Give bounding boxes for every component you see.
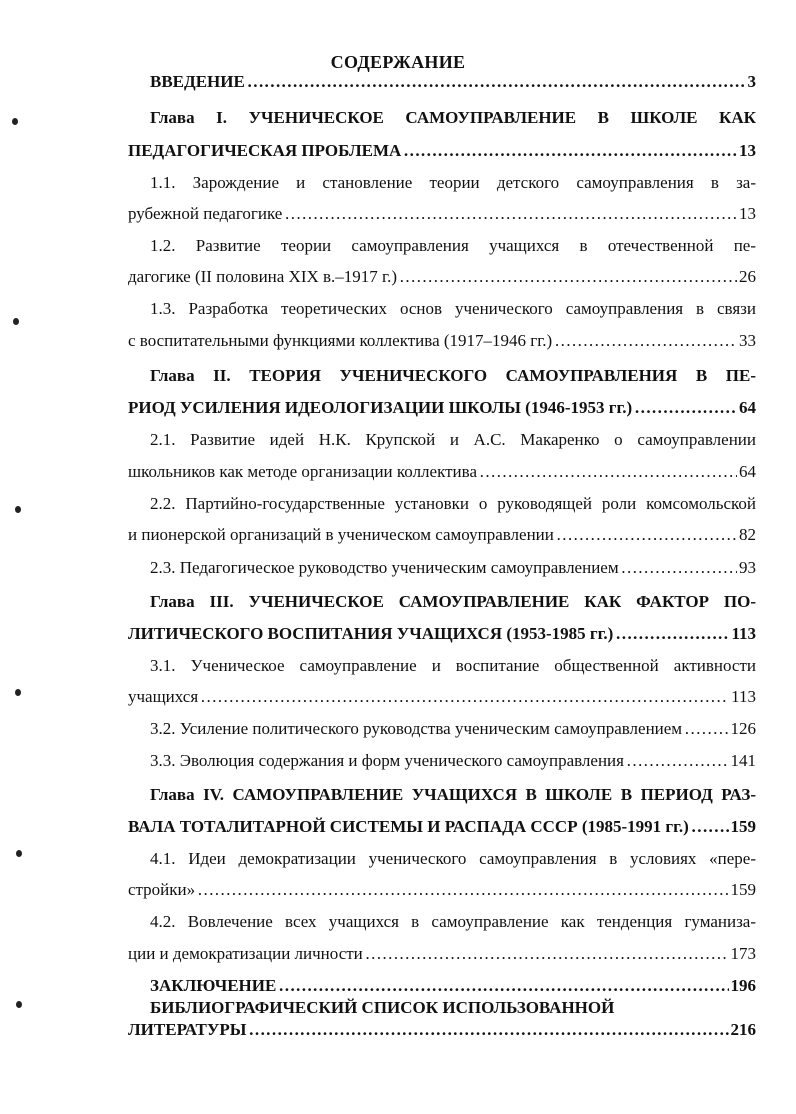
scan-mark <box>15 506 21 513</box>
toc-label: школьников как методе организации коллектива <box>128 462 477 481</box>
toc-chapter-4-line2[interactable] <box>128 817 756 837</box>
toc-chapter-1-line2[interactable] <box>128 141 756 161</box>
toc-entry-intro[interactable] <box>150 72 756 92</box>
toc-page-number: 113 <box>731 687 756 706</box>
leader-dots <box>634 398 737 418</box>
leader-dots <box>365 944 729 964</box>
toc-page-number: 216 <box>730 1020 756 1039</box>
toc-label: ВВЕДЕНИЕ <box>150 72 245 91</box>
toc-page-number: 64 <box>739 462 756 481</box>
toc-section-2-1-line1[interactable]: 2.1. Развитие идей Н.К. Крупской и А.С. Макаренко о самоуправлении <box>150 430 756 449</box>
toc-bibliography-line1[interactable]: БИБЛИОГРАФИЧЕСКИЙ СПИСОК ИСПОЛЬЗОВАННОЙ <box>150 998 615 1017</box>
page-title: СОДЕРЖАНИЕ <box>330 52 466 72</box>
toc-section-1-2-line1[interactable]: 1.2. Развитие теории самоуправления учащихся в отечественной пе- <box>150 236 756 255</box>
scan-mark <box>15 689 21 696</box>
toc-page-number: 141 <box>730 751 756 770</box>
leader-dots <box>197 880 728 900</box>
toc-chapter-3-line2[interactable] <box>128 624 756 644</box>
toc-page-number: 93 <box>739 558 756 577</box>
leader-dots <box>399 267 737 287</box>
toc-label: и пионерской организаций в ученическом самоуправлении <box>128 525 554 544</box>
toc-label: РИОД УСИЛЕНИЯ ИДЕОЛОГИЗАЦИИ ШКОЛЫ (1946-1953 гг.) <box>128 398 633 417</box>
toc-page-number: 13 <box>739 204 756 223</box>
toc-label: стройки» <box>128 880 196 899</box>
toc-section-4-1-line2[interactable] <box>128 880 756 900</box>
toc-bibliography-line2[interactable] <box>128 1020 756 1040</box>
toc-label: ЛИТИЧЕСКОГО ВОСПИТАНИЯ УЧАЩИХСЯ (1953-1985 гг.) <box>128 624 614 643</box>
toc-section-4-1-line1[interactable]: 4.1. Идеи демократизации ученического самоуправления в условиях «пере- <box>150 849 756 868</box>
toc-label: учащихся <box>128 687 199 706</box>
leader-dots <box>684 719 728 739</box>
leader-dots <box>556 525 737 545</box>
toc-page-number: 126 <box>730 719 756 738</box>
toc-page-number: 196 <box>730 976 756 995</box>
toc-page-number: 173 <box>730 944 756 963</box>
leader-dots <box>615 624 729 644</box>
leader-dots <box>691 817 729 837</box>
toc-label: ПЕДАГОГИЧЕСКАЯ ПРОБЛЕМА <box>128 141 402 160</box>
toc-page-number: 159 <box>730 817 756 836</box>
leader-dots <box>278 976 728 996</box>
toc-section-1-2-line2[interactable] <box>128 267 756 287</box>
toc-section-3-2[interactable] <box>150 719 756 739</box>
leader-dots <box>403 141 737 161</box>
toc-section-1-1-line1[interactable]: 1.1. Зарождение и становление теории детского самоуправления в за- <box>150 173 756 192</box>
toc-page-number: 33 <box>739 331 756 350</box>
toc-section-2-1-line2[interactable] <box>128 462 756 482</box>
leader-dots <box>247 72 746 92</box>
toc-page-number: 13 <box>739 141 756 160</box>
toc-section-2-2-line1[interactable]: 2.2. Партийно-государственные установки о руководящей роли комсомольской <box>150 494 756 513</box>
leader-dots <box>479 462 737 482</box>
scan-mark <box>13 318 19 325</box>
toc-section-3-1-line1[interactable]: 3.1. Ученическое самоуправление и воспитание общественной активности <box>150 656 756 675</box>
toc-label: 3.2. Усиление политического руководства ученическим самоуправлением <box>150 719 683 738</box>
toc-chapter-1-line1[interactable]: Глава I. УЧЕНИЧЕСКОЕ САМОУПРАВЛЕНИЕ В ШКОЛЕ КАК <box>150 108 756 127</box>
toc-page-number: 64 <box>739 398 756 417</box>
scan-mark <box>12 118 18 125</box>
scan-mark <box>16 1001 22 1008</box>
toc-section-2-3[interactable] <box>150 558 756 578</box>
toc-section-1-1-line2[interactable] <box>128 204 756 224</box>
toc-chapter-2-line2[interactable] <box>128 398 756 418</box>
toc-label: ЗАКЛЮЧЕНИЕ <box>150 976 277 995</box>
toc-page-number: 3 <box>747 72 756 91</box>
toc-page-number: 159 <box>730 880 756 899</box>
toc-section-4-2-line1[interactable]: 4.2. Вовлечение всех учащихся в самоуправление как тенденция гуманиза- <box>150 912 756 931</box>
toc-section-3-3[interactable] <box>150 751 756 771</box>
toc-section-1-3-line1[interactable]: 1.3. Разработка теоретических основ ученического самоуправления в связи <box>150 299 756 318</box>
leader-dots <box>200 687 729 707</box>
toc-label: 2.3. Педагогическое руководство ученическим самоуправлением <box>150 558 619 577</box>
leader-dots <box>626 751 729 771</box>
toc-entry-conclusion[interactable] <box>150 976 756 996</box>
leader-dots <box>284 204 737 224</box>
toc-section-3-1-line2[interactable] <box>128 687 756 707</box>
toc-section-1-3-line2[interactable] <box>128 331 756 351</box>
toc-label: рубежной педагогике <box>128 204 283 223</box>
toc-label: ЛИТЕРАТУРЫ <box>128 1020 247 1039</box>
toc-label: дагогике (II половина XIX в.–1917 г.) <box>128 267 398 286</box>
toc-label: ВАЛА ТОТАЛИТАРНОЙ СИСТЕМЫ И РАСПАДА СССР (1985-1991 гг.) <box>128 817 689 836</box>
toc-chapter-2-line1[interactable]: Глава II. ТЕОРИЯ УЧЕНИЧЕСКОГО САМОУПРАВЛЕНИЯ В ПЕ- <box>150 366 756 385</box>
toc-page-number: 113 <box>731 624 756 643</box>
toc-label: с воспитательными функциями коллектива (1917–1946 гг.) <box>128 331 553 350</box>
toc-chapter-3-line1[interactable]: Глава III. УЧЕНИЧЕСКОЕ САМОУПРАВЛЕНИЕ КАК ФАКТОР ПО- <box>150 592 756 611</box>
leader-dots <box>621 558 737 578</box>
toc-section-4-2-line2[interactable] <box>128 944 756 964</box>
leader-dots <box>554 331 737 351</box>
scan-mark <box>16 850 22 857</box>
toc-section-2-2-line2[interactable] <box>128 525 756 545</box>
toc-page-number: 26 <box>739 267 756 286</box>
toc-label: ции и демократизации личности <box>128 944 363 963</box>
leader-dots <box>248 1020 728 1040</box>
toc-chapter-4-line1[interactable]: Глава IV. САМОУПРАВЛЕНИЕ УЧАЩИХСЯ В ШКОЛЕ В ПЕРИОД РАЗ- <box>150 785 756 804</box>
toc-label: 3.3. Эволюция содержания и форм ученического самоуправления <box>150 751 624 770</box>
toc-page-number: 82 <box>739 525 756 544</box>
